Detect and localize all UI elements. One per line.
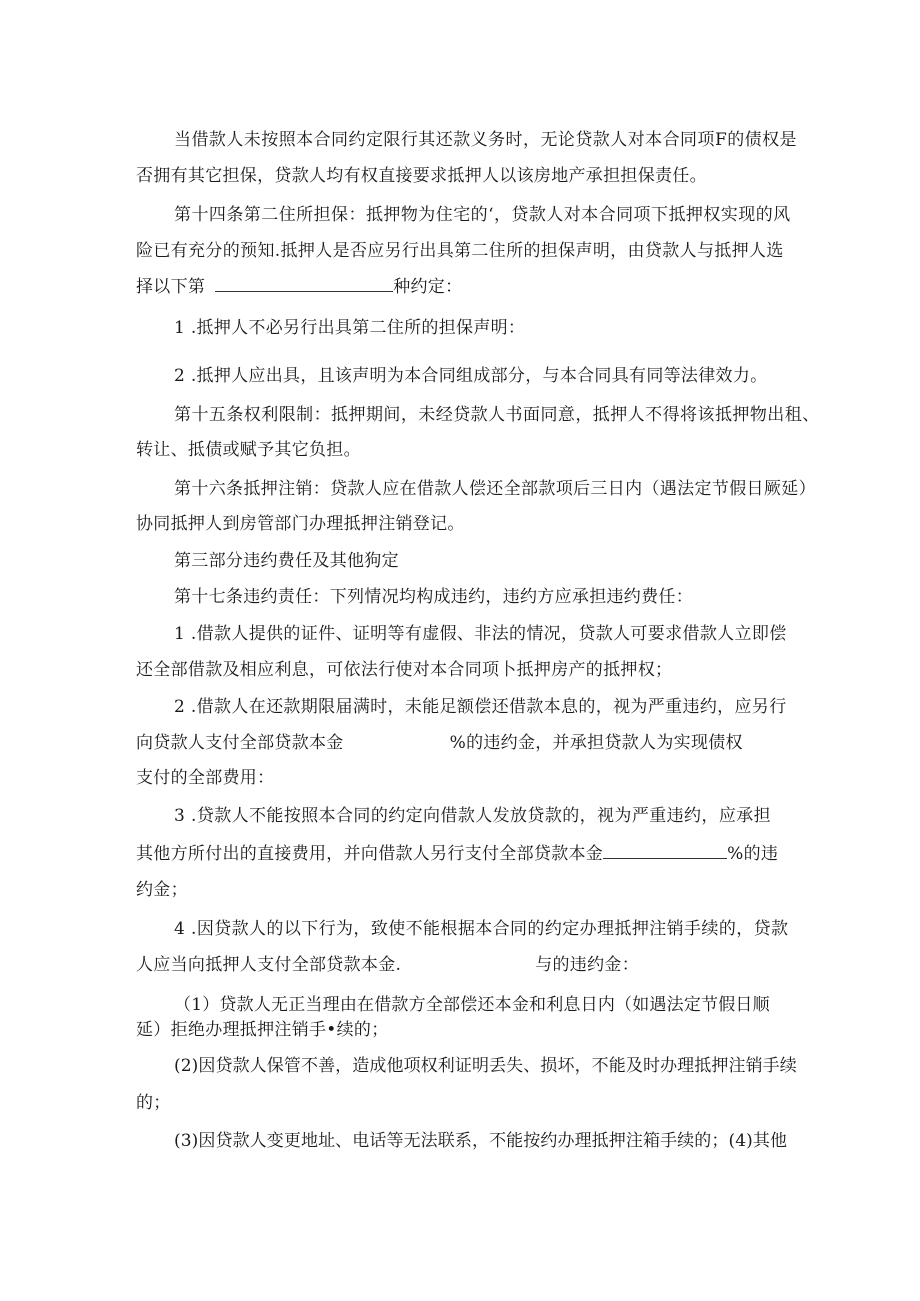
paragraph-line-with-blank <box>136 955 639 975</box>
line-text: %的违约金，并承担贷款人为实现债权 <box>449 733 743 753</box>
paragraph-line: 延）拒绝办理抵押注销手•续的； <box>136 1020 389 1040</box>
paragraph-line-with-blank <box>136 844 778 864</box>
paragraph-line-with-blank <box>136 733 743 753</box>
line-text: 其他方所付出的直接费用，并向借款人另行支付全部贷款本金 <box>136 844 604 864</box>
paragraph-line: 第十四条第二住所担保：抵押物为住宅的‘，贷款人对本合同项下抵押权实现的风 <box>174 205 791 225</box>
line-text: 择以下第 <box>136 277 206 297</box>
line-text: 向贷款人支付全部贷款本金 <box>136 733 344 753</box>
paragraph-line-with-blank <box>136 277 462 297</box>
paragraph-line: 否拥有其它担保，贷款人均有权直接要求抵押人以该房地产承担担保责任。 <box>136 166 707 186</box>
line-text: %的违 <box>727 844 779 864</box>
paragraph-line: 险已有充分的预知.抵押人是否应另行出具第二住所的担保声明，由贷款人与抵押人选 <box>136 241 784 261</box>
line-text: 种约定： <box>393 277 463 297</box>
paragraph-line: 第十五条权利限制：抵押期间，未经贷款人书面同意，抵押人不得将该抵押物出租、 <box>174 405 820 425</box>
fill-in-blank <box>603 844 727 859</box>
list-item: 3 .贷款人不能按照本合同的约定向借款人发放贷款的，视为严重违约，应承担 <box>174 806 772 826</box>
paragraph-line: 协同抵押人到房管部门办理抵押注销登记。 <box>136 514 465 534</box>
list-item: 1 .抵押人不必另行出具第二住所的担保声明： <box>174 318 526 338</box>
list-item: (3)因贷款人变更地址、电话等无法联系，不能按约办理抵押注箱手续的；(4)其他 <box>174 1131 788 1151</box>
list-item: 4 .因贷款人的以下行为，致使不能根据本合同的约定办理抵押注销手续的，贷款 <box>174 919 789 939</box>
paragraph-line: 还全部借款及相应利息，可依法行使对本合同项卜抵押房产的抵押权； <box>136 660 673 680</box>
paragraph-line: 约金； <box>136 880 188 900</box>
paragraph-line: 第十六条抵押注销：贷款人应在借款人偿还全部款项后三日内（遇法定节假日厥延） <box>174 479 816 499</box>
list-item: （1）贷款人无正当理由在借款方全部偿还本金和利息日内（如遇法定节假日顺 <box>174 995 770 1015</box>
paragraph-line: 的； <box>136 1093 171 1113</box>
paragraph-line: 转让、抵债或赋予其它负担。 <box>136 440 361 460</box>
fill-in-blank <box>215 277 393 292</box>
paragraph-line: 第十七条违约责任：下列情况均构成违约，违约方应承担违约费任： <box>174 587 693 607</box>
list-item: 1 .借款人提供的证件、证明等有虚假、非法的情况，贷款人可要求借款人立即偿 <box>174 624 787 644</box>
paragraph-line: 当借款人未按照本合同约定限行其还款义务时，无论贷款人对本合同项F的债权是 <box>174 130 797 150</box>
line-text: 与的违约金： <box>535 955 640 975</box>
list-item: 2 .抵押人应出具，且该声明为本合同组成部分，与本合同具有同等法律效力。 <box>174 366 768 386</box>
paragraph-line: 支付的全部费用： <box>136 768 275 788</box>
line-text: 人应当向抵押人支付全部贷款本金. <box>136 955 402 975</box>
list-item: (2)因贷款人保管不善，造成他项权利证明丢失、损坏，不能及时办理抵押注销手续 <box>174 1056 797 1076</box>
section-heading: 第三部分违约费任及其他狗定 <box>174 551 399 571</box>
list-item: 2 .借款人在还款期限届满时，未能足额偿还借款本息的，视为严重违约，应另行 <box>174 697 787 717</box>
